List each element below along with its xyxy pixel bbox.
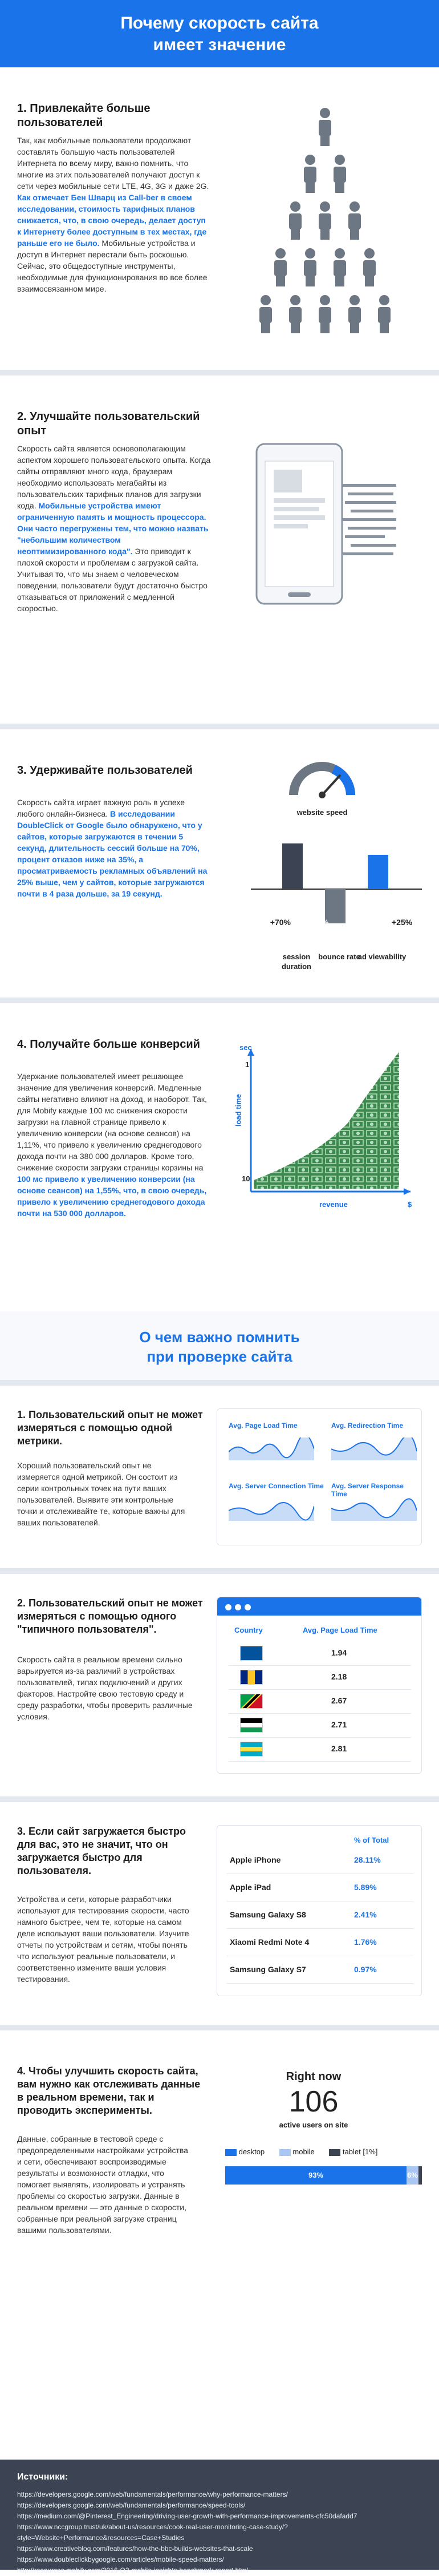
section-conversions	[0, 1003, 439, 1311]
source-link[interactable]: https://developers.google.com/web/fundamentals/performance/speed-tools/	[17, 2501, 246, 2509]
load-time-value: 2.67	[331, 1696, 347, 1705]
row-divider	[226, 1983, 413, 1984]
person-icon	[259, 295, 272, 333]
row-divider	[229, 1737, 411, 1738]
person-icon	[274, 248, 287, 286]
sources-list	[17, 2489, 422, 2576]
person-icon	[348, 201, 361, 240]
section-title: 4. Получайте больше конверсий	[17, 1038, 200, 1051]
bahamas-flag	[240, 1742, 263, 1757]
section-checklist-heading	[0, 1311, 439, 1380]
legend-desktop-label: desktop	[238, 2147, 265, 2156]
section-fast-for-you	[0, 1802, 439, 2025]
bar-mobile: 6%	[407, 2166, 418, 2185]
realtime-value: 106	[288, 2085, 339, 2118]
source-link[interactable]: https://www.creativebloq.com/features/how-the-bbc-builds-websites-that-scale	[17, 2545, 253, 2553]
browser-window	[217, 1597, 422, 1774]
metric-value: +70%	[270, 918, 291, 927]
device-percent: 2.41%	[354, 1910, 377, 1919]
section-text: Удержание пользователей имеет решающее значение для увеличения конверсий. Медленные сайты негативно влияют на доход, и наоборот. Так, для Mobify каждые 100 мс снижения скорости загрузки на главной странице привело к увеличению конверсии (на основе сеансов) на 1,11%, что привело к увеличению среднегодового дохода почти на 380 000 долларов. Кроме того, снижение скорости загрузки страницы корзины на 100 мс привело к увеличению конверсии (на основе сеансов) на 1,55%, что, в свою очередь, привело к увеличению среднегодового дохода почти на 530 000 долларов.	[17, 1072, 207, 1218]
metric-title: Avg. Server Connection Time	[229, 1482, 324, 1490]
divider	[0, 1380, 439, 1386]
section-text: Хороший пользовательский опыт не измеряется одной метрикой. Он состоит из серии контрольных точек на пути ваших пользователей. Выявите эти контрольные точки и отслеживайте те, которые важны для ваших пользователей.	[17, 1461, 185, 1527]
device-percent: 5.89%	[354, 1883, 377, 1892]
device-name: Xiaomi Redmi Note 4	[230, 1937, 310, 1947]
legend-mobile-swatch	[279, 2149, 291, 2156]
section-text: Скорость сайта в реальном времени сильно варьируется из-за различий в устройствах пользователей, типах подключений и других факторов. Настройте свою тестовую среду и среду разработки, чтобы проверить различные условия.	[17, 1655, 193, 1721]
sources-title: Источники:	[17, 2472, 68, 2482]
speed-gauge-icon	[288, 758, 356, 804]
row-divider	[226, 1928, 413, 1929]
section-text: Скорость сайта играет важную роль в успехе любого онлайн-бизнеса. В исследовании DoubleClick от Google было обнаружено, что у сайтов, которые загружаются в течении 5 секунд, длительность сессий больше на 70%, процент отказов ниже на 35%, а просматриваемость рекламных объявлений на 25% выше, чем у сайтов, которые загружаются почти в 4 раза дольше, за 19 секунд.	[17, 798, 208, 898]
device-name: Samsung Galaxy S8	[230, 1910, 306, 1919]
window-dot-icon	[245, 1604, 251, 1610]
person-icon	[334, 155, 346, 193]
source-link[interactable]: https://developers.google.com/web/fundamentals/performance/why-performance-matters/	[17, 2490, 288, 2498]
section-realtime-data	[0, 2030, 439, 2460]
saint-kitts-flag	[240, 1694, 263, 1709]
device-percent: 1.76%	[354, 1937, 377, 1947]
person-icon	[319, 295, 331, 333]
phone-code-illustration	[234, 433, 416, 649]
metric-bars	[251, 821, 422, 958]
metric-title: Avg. Page Load Time	[229, 1422, 298, 1430]
chart-x-axis-label: revenue	[319, 1200, 348, 1209]
source-link[interactable]: https://medium.com/@Pinterest_Engineering/driving-user-growth-with-performance-improvements-cfc50dafadd7	[17, 2512, 357, 2520]
load-time-value: 2.71	[331, 1720, 347, 1729]
divider	[0, 2025, 439, 2030]
load-time-value: 1.94	[331, 1648, 347, 1657]
load-time-value: 2.81	[331, 1744, 347, 1753]
metric-value: -35%	[310, 918, 329, 927]
section-retain-users	[0, 729, 439, 998]
person-icon	[304, 248, 316, 286]
legend-tablet-swatch	[329, 2149, 340, 2156]
divider	[0, 724, 439, 729]
page-title: Почему скорость сайта имеет значение	[120, 14, 319, 54]
metric-label: bounce rate	[318, 952, 360, 961]
legend-tablet-label: tablet [1%]	[342, 2147, 378, 2156]
person-icon	[289, 201, 302, 240]
chart-x-unit: $	[408, 1200, 412, 1209]
divider	[0, 1568, 439, 1574]
section-user-experience	[0, 376, 439, 724]
person-icon	[319, 201, 331, 240]
person-icon	[304, 155, 316, 193]
section-title: 3. Удерживайте пользователей	[17, 764, 193, 777]
metric-title: Avg. Redirection Time	[331, 1422, 404, 1430]
window-dot-icon	[225, 1604, 231, 1610]
section-title: 2. Пользовательский опыт не может измеряться с помощью одного "типичного пользователя".	[17, 1597, 203, 1635]
person-icon	[378, 295, 391, 333]
window-dot-icon	[235, 1604, 241, 1610]
row-divider	[229, 1665, 411, 1666]
legend	[225, 2147, 377, 2156]
divider	[0, 998, 439, 1003]
iceland-flag	[240, 1646, 263, 1661]
source-link[interactable]: http://resources.mobify.com/2016-Q2-mobile-insights-benchmark-report.html	[17, 2566, 249, 2574]
row-divider	[229, 1689, 411, 1690]
sparkline	[229, 1498, 314, 1521]
realtime-label: Right now	[286, 2070, 342, 2083]
device-name: Apple iPad	[230, 1883, 271, 1892]
people-pyramid-illustration	[239, 102, 410, 341]
section-title: 4. Чтобы улучшить скорость сайта, вам нужно как отслеживать данные в реальном времени, так и проводить эксперименты.	[17, 2065, 201, 2116]
section-text: Так, как мобильные пользователи продолжают составлять большую часть пользователей Интернета по всему миру, важно помнить, что многие из этих пользователей получают доступ к сети через мобильные сети LTE, 4G, 3G и даже 2G. Как отмечает Бен Шварц из Call-ber в своем исследовании, стоимость тарифных планов снижается, что, в свою очередь, делает доступ к Интернету более доступным в тех местах, где раньше его не было. Мобильные устройства и доступ в Интернет перестали быть роскошью. Сейчас, это общедоступные инструменты, необходимые для функционирования во все более взаимосвязанном мире.	[17, 136, 209, 293]
section-text: Данные, собранные в тестовой среде с предопределенными настройками устройства и сети, обеспечивают воспроизводимые результаты и возможности отладки, что помогает выявлять, изолировать и устранять проблемы со скоростью загрузки. Данные в реальном времени — это данные о скорости, собранные при реальной загрузке страниц вашими пользователями.	[17, 2134, 188, 2235]
person-icon	[289, 295, 302, 333]
legend-mobile-label: mobile	[292, 2147, 315, 2156]
column-header-country: Country	[234, 1626, 263, 1634]
device-name: Apple iPhone	[230, 1855, 281, 1864]
section-single-metric	[0, 1386, 439, 1568]
row-divider	[229, 1713, 411, 1714]
bar-desktop: 93%	[225, 2166, 407, 2185]
metric-value: +25%	[392, 918, 413, 927]
palestine-flag	[240, 1718, 263, 1733]
divider	[0, 1796, 439, 1802]
chart-y-unit: sec	[239, 1043, 252, 1052]
person-icon	[363, 248, 376, 286]
row-divider	[229, 1761, 411, 1762]
metric-label: session duration	[282, 952, 311, 971]
divider	[0, 370, 439, 376]
chart-y-bottom: 10	[242, 1174, 250, 1183]
device-name: Samsung Galaxy S7	[230, 1965, 306, 1974]
metric-label: ad viewability	[357, 952, 407, 961]
metric-title: Avg. Server Response Time	[331, 1482, 404, 1498]
gauge-label: website speed	[296, 808, 348, 817]
barbados-flag	[240, 1670, 263, 1685]
device-percent: 0.97%	[354, 1965, 377, 1974]
chart-y-top: 1	[245, 1060, 250, 1069]
device-share-bar	[225, 2166, 422, 2185]
browser-toolbar	[217, 1597, 421, 1616]
column-header-load-time: Avg. Page Load Time	[303, 1626, 377, 1634]
realtime-sub: active users on site	[279, 2121, 348, 2129]
person-icon	[348, 295, 361, 333]
legend-desktop-swatch	[225, 2149, 237, 2156]
source-link[interactable]: https://www.nccgroup.trust/uk/about-us/resources/cook-real-user-monitoring-case-study/?style=Website+Performance&resources=Case+Studies	[17, 2523, 288, 2542]
sources-footer	[0, 2460, 439, 2574]
page-header	[0, 0, 439, 67]
column-header-percent: % of Total	[354, 1836, 389, 1844]
section-title: 1. Пользовательский опыт не может измеряться с помощью одной метрики.	[17, 1409, 203, 1447]
bar-tablet	[418, 2166, 422, 2185]
metrics-card	[217, 1408, 422, 1545]
checklist-title: О чем важно помнить при проверке сайта	[139, 1329, 300, 1365]
device-percent: 28.11%	[354, 1855, 381, 1864]
section-text: Скорость сайта является основополагающим аспектом хорошего пользовательского опыта. Когда сайты отправляют много кода, браузерам необходимо использовать мегабайты из пользовательских тарифных планов для загрузки кода. Мобильные устройства имеют ограниченную память и мощность процессора. Они часто перегружены тем, что можно назвать "небольшим количеством неоптимизированного кода". Это приводит к плохой скорости и проблемам с загрузкой сайта. Учитывая то, что мы знаем о человеческом поведении, пользователи будут достаточно быстро отказываться от приложений с медленной скоростью.	[17, 444, 211, 613]
section-attract-users	[0, 67, 439, 370]
section-typical-user	[0, 1574, 439, 1796]
chart-y-axis-label: load time	[234, 1093, 243, 1127]
section-text: Устройства и сети, которые разработчики используют для тестирования скорости, часто намного быстрее, чем те, которые на самом деле используют ваши пользователи. Изучите отчеты по устройствам и сетям, чтобы понять что используют реальные пользователи, и соответственно измените ваши условия тестирования.	[17, 1895, 189, 1984]
devices-card	[217, 1825, 422, 1996]
person-icon	[319, 108, 331, 146]
section-title: 3. Если сайт загружается быстро для вас, это не значит, что он загружается быстро для пользователя.	[17, 1826, 186, 1876]
person-icon	[334, 248, 346, 286]
sparkline	[331, 1498, 417, 1521]
sparkline	[229, 1438, 314, 1460]
load-time-value: 2.18	[331, 1672, 347, 1681]
sparkline	[331, 1438, 417, 1460]
section-title: 1. Привлекайте больше пользователей	[17, 102, 151, 129]
section-title: 2. Улучшайте пользовательский опыт	[17, 410, 200, 437]
source-link[interactable]: https://www.doubleclickbygoogle.com/articles/mobile-speed-matters/	[17, 2555, 224, 2563]
